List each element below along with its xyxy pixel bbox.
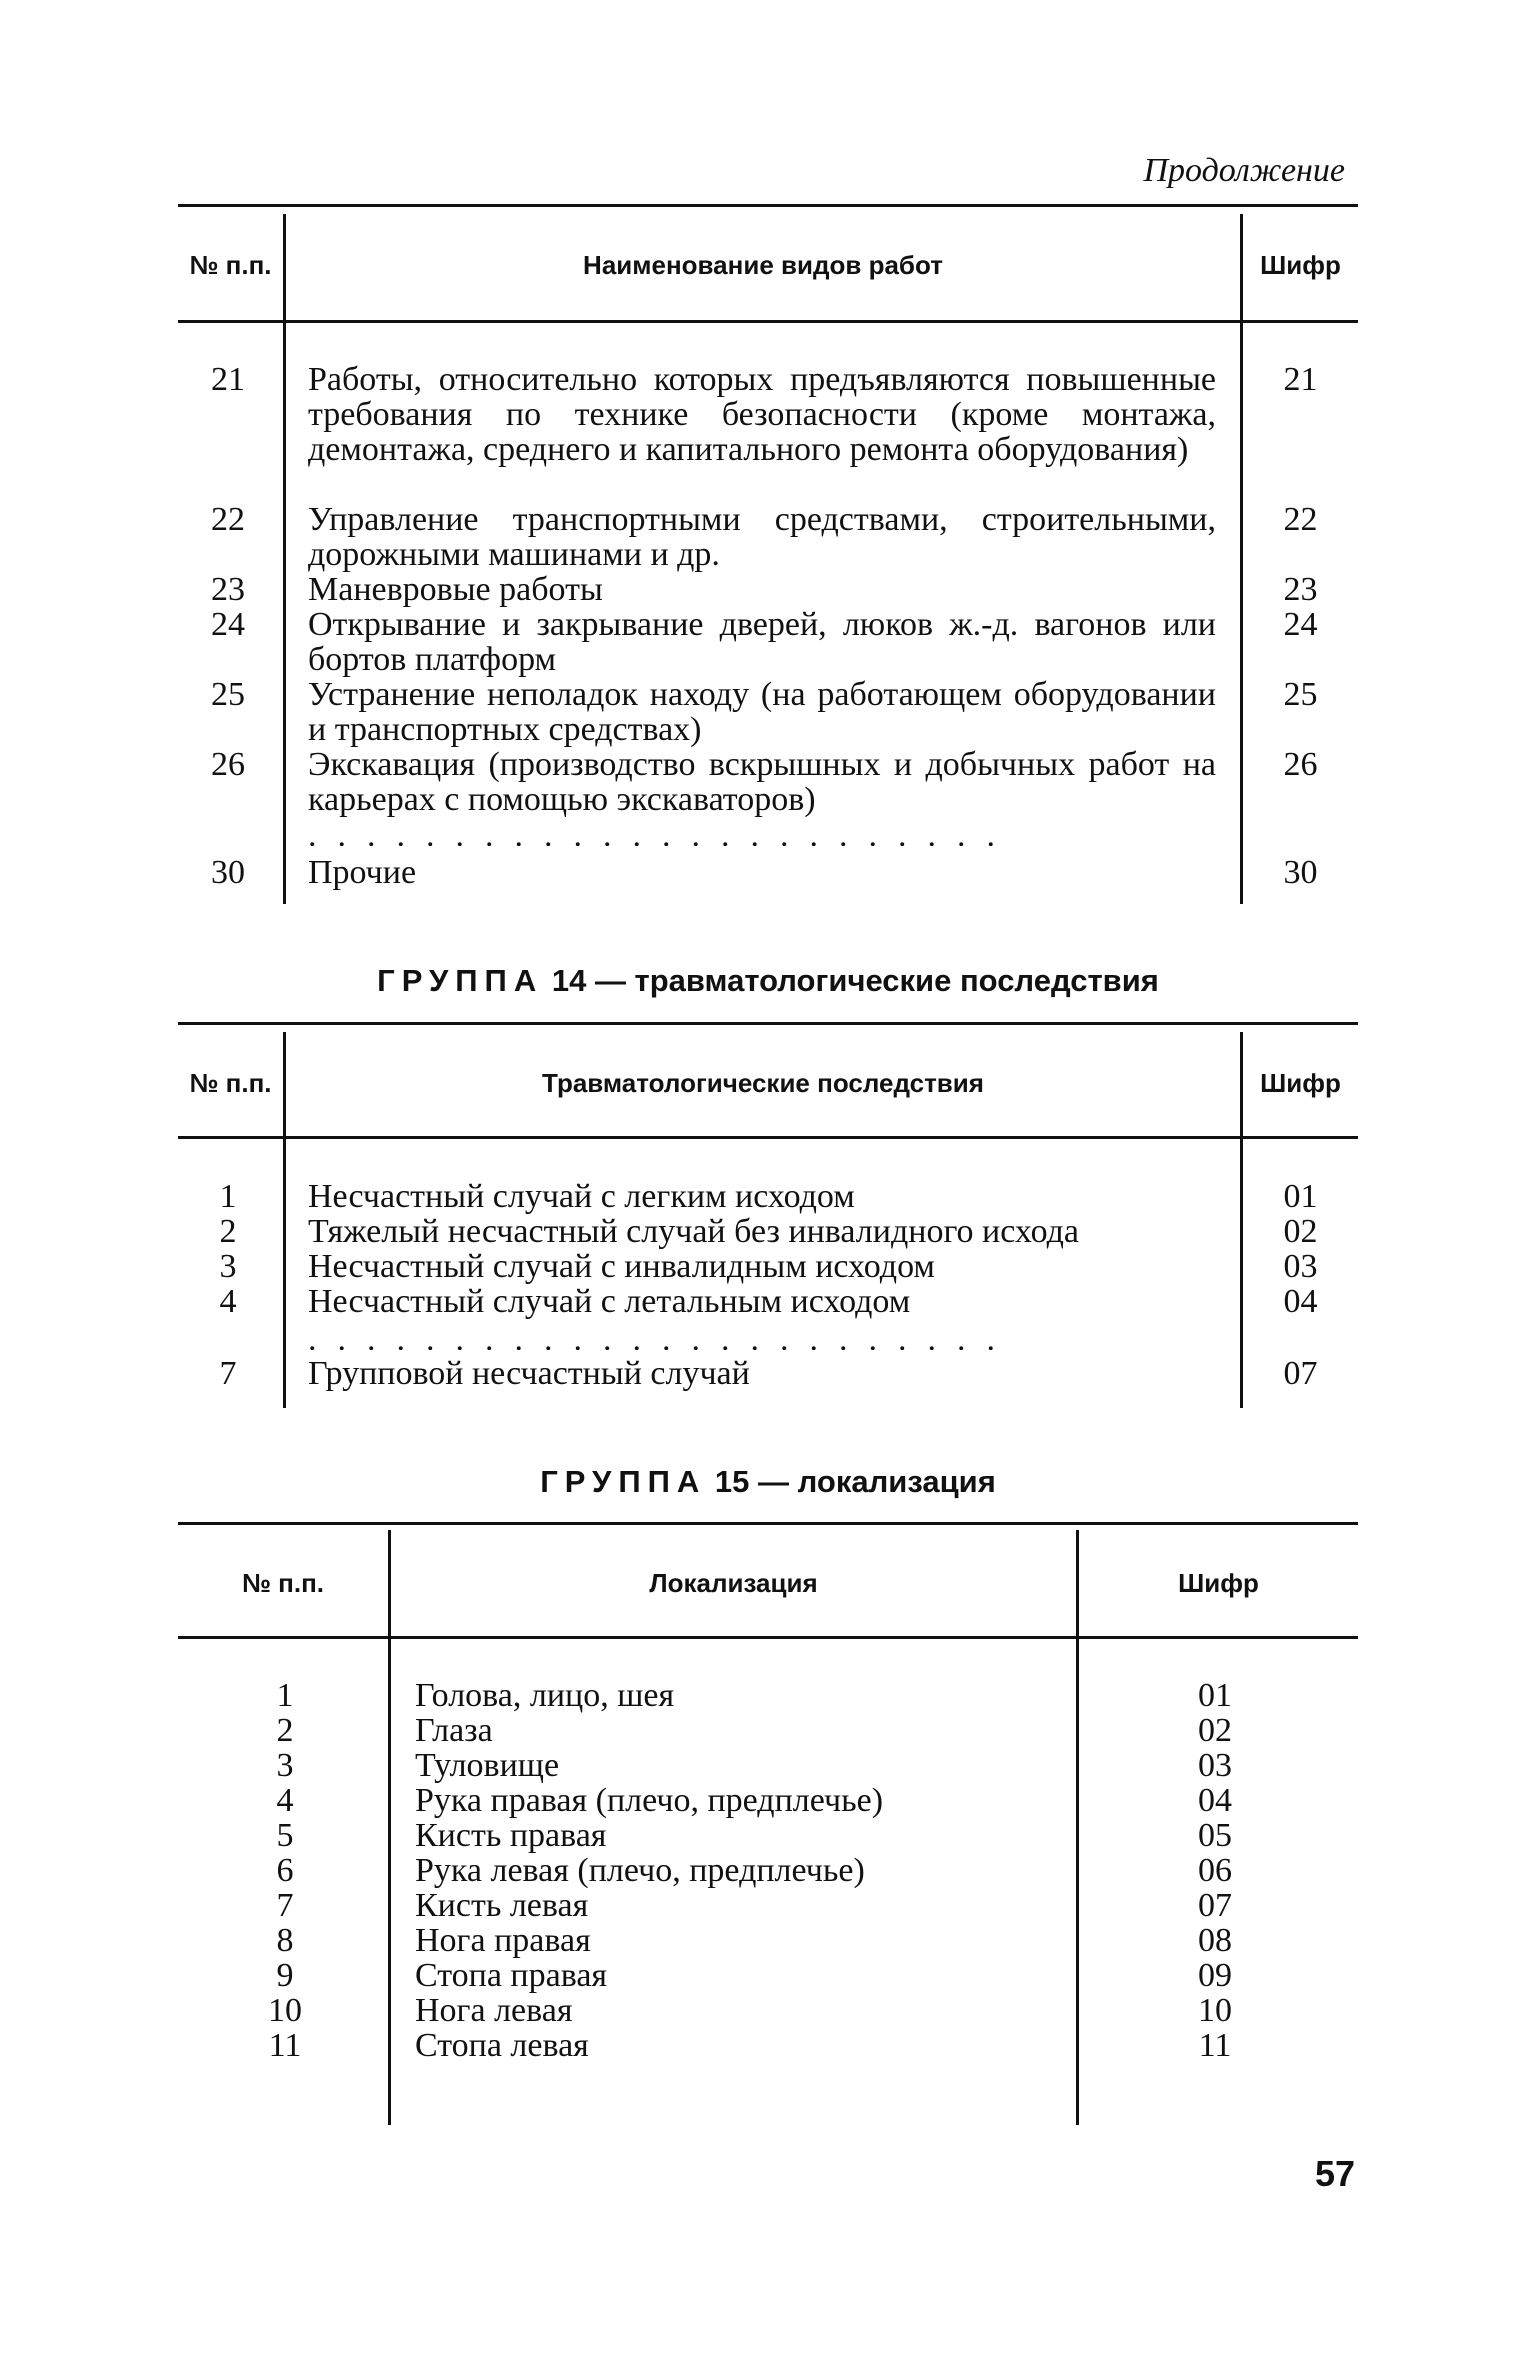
row-num: 7 [219,1355,237,1392]
row-text: Кисть правая [415,1817,607,1854]
row-num: 11 [268,2027,302,2064]
header-code: Шифр [1260,1068,1341,1098]
row-text: Несчастный случай с инвалидным исходом [308,1248,935,1285]
header-code: Шифр [1178,1568,1259,1598]
omission-dots: ........................ [308,826,1016,846]
row-num: 9 [276,1957,294,1994]
row-text: Групповой несчастный случай [308,1355,750,1392]
row-text: Работы, относительно которых предъявляются повышенные требования по технике безопасности (кроме монтажа, демонтажа, среднего и капитального ремонта оборудования) [308,361,1216,468]
row-code: 25 [1283,676,1318,713]
continuation-label: Продолжение [1143,152,1345,189]
row-text: Открывание и закрывание дверей, люков ж.-д. вагонов или бортов платформ [308,606,1216,678]
column-divider [388,1530,391,2125]
row-code: 26 [1283,746,1318,783]
row-code: 04 [1198,1782,1232,1819]
row-code: 03 [1283,1248,1318,1285]
row-code: 08 [1198,1922,1232,1959]
row-code: 07 [1198,1887,1232,1924]
row-code: 06 [1198,1852,1232,1889]
row-code: 01 [1198,1677,1232,1714]
group-label: ГРУППА [540,1464,707,1499]
row-code: 04 [1283,1283,1318,1320]
row-num: 8 [276,1922,294,1959]
header-code: Шифр [1260,250,1341,280]
omission-dots: ........................ [308,1330,1016,1350]
row-num: 23 [211,571,245,608]
row-num: 4 [276,1782,294,1819]
column-divider [1240,214,1243,904]
group-title: 14 — травматологические последствия [551,963,1159,998]
row-num: 2 [276,1712,294,1749]
row-num: 30 [211,854,245,891]
row-code: 21 [1283,361,1318,398]
row-code: 01 [1283,1178,1318,1215]
row-num: 21 [211,361,245,398]
row-text: Рука правая (плечо, предплечье) [415,1782,884,1819]
row-num: 6 [276,1852,294,1889]
row-code: 07 [1283,1355,1318,1392]
row-num: 7 [276,1887,294,1924]
table-top-rule [178,1022,1358,1025]
header-num: № п.п. [189,250,272,280]
row-num: 10 [268,1992,302,2029]
row-num: 24 [211,606,245,643]
table-header-rule [178,1136,1358,1139]
row-code: 03 [1198,1747,1232,1784]
row-text: Управление транспортными средствами, строительными, дорожными машинами и др. [308,501,1216,573]
row-num: 22 [211,501,245,538]
row-text: Кисть левая [415,1887,589,1924]
table-header-rule [178,1636,1358,1639]
table-top-rule [178,204,1358,207]
header-num: № п.п. [189,1068,272,1098]
row-num: 1 [276,1677,294,1714]
row-text: Туловище [415,1747,560,1784]
row-code: 30 [1283,854,1318,891]
row-code: 10 [1198,1992,1232,2029]
row-text: Несчастный случай с летальным исходом [308,1283,911,1320]
group-15-heading [178,1464,1358,1500]
row-text: Маневровые работы [308,571,603,608]
row-text: Устранение неполадок находу (на работающем оборудовании и транспортных средствах) [308,676,1216,748]
header-consequence: Травматологические последствия [542,1068,984,1098]
row-text: Экскавация (производство вскрышных и добычных работ на карьерах с помощью экскаваторов) [308,746,1216,818]
row-code: 02 [1198,1712,1232,1749]
group-14-heading [178,963,1358,999]
row-text: Стопа правая [415,1957,608,1994]
row-code: 24 [1283,606,1318,643]
row-num: 4 [219,1283,237,1320]
row-num: 5 [276,1817,294,1854]
row-text: Нога правая [415,1922,591,1959]
column-divider [1076,1530,1079,2125]
row-code: 02 [1283,1213,1318,1250]
group-label: ГРУППА [377,963,544,998]
group-title: 15 — локализация [714,1464,996,1499]
row-num: 3 [276,1747,294,1784]
row-num: 25 [211,676,245,713]
row-num: 26 [211,746,245,783]
row-num: 1 [219,1178,237,1215]
row-code: 23 [1283,571,1318,608]
header-localization: Локализация [649,1568,818,1598]
row-code: 05 [1198,1817,1232,1854]
row-text: Тяжелый несчастный случай без инвалидного исхода [308,1213,1079,1250]
row-text: Рука левая (плечо, предплечье) [415,1852,865,1889]
row-text: Голова, лицо, шея [415,1677,675,1714]
row-text: Нога левая [415,1992,573,2029]
header-work-name: Наименование видов работ [583,250,943,280]
table-top-rule [178,1522,1358,1525]
column-divider [283,214,286,904]
header-num: № п.п. [241,1568,325,1598]
row-text: Стопа левая [415,2027,589,2064]
row-code: 11 [1198,2027,1232,2064]
row-num: 3 [219,1248,237,1285]
table-header-rule [178,320,1358,323]
page-number: 57 [1314,2153,1355,2194]
row-text: Несчастный случай с легким исходом [308,1178,855,1215]
row-num: 2 [219,1213,237,1250]
row-code: 09 [1198,1957,1232,1994]
row-text: Прочие [308,854,417,891]
row-text: Глаза [415,1712,493,1749]
row-code: 22 [1283,501,1318,538]
